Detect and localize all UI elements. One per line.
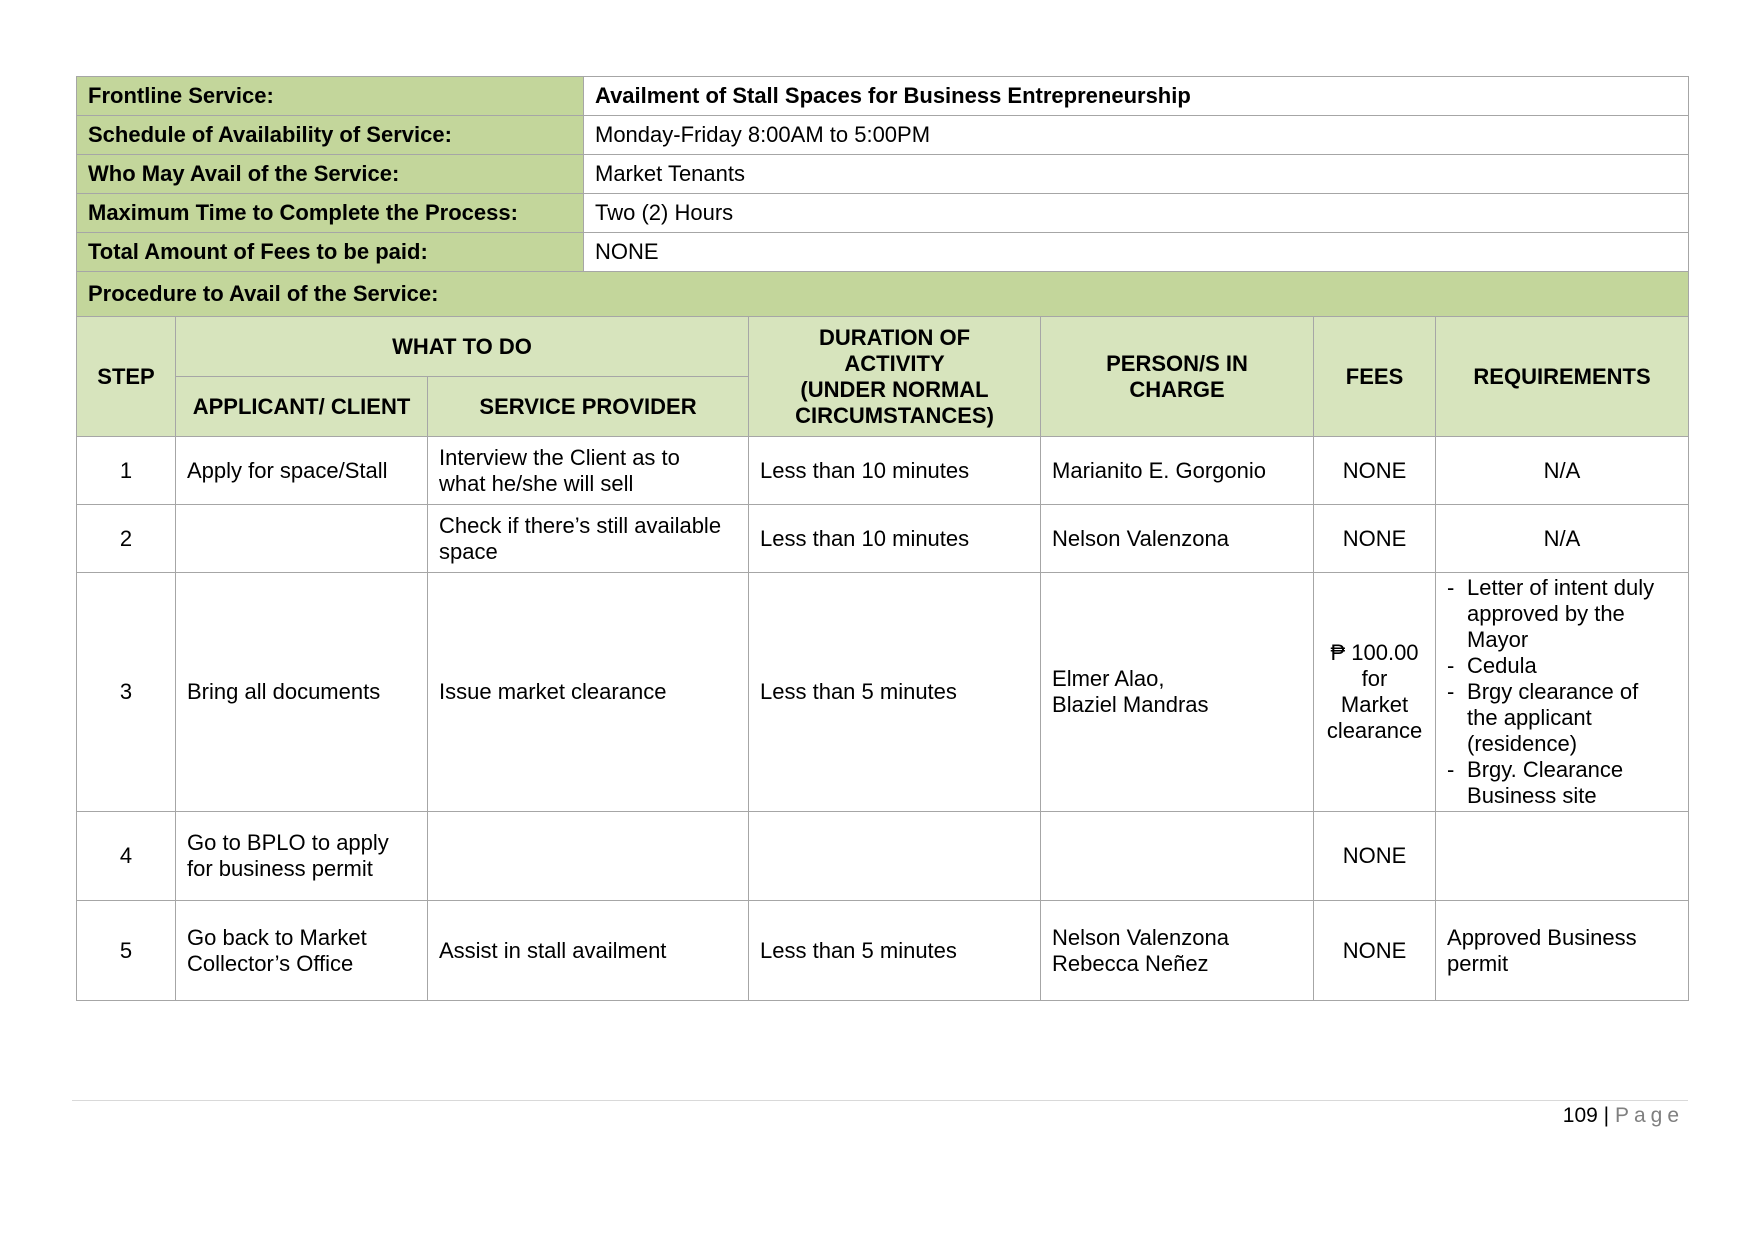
text-line: Marianito E. Gorgonio [1052, 457, 1267, 483]
step-number: 5 [77, 901, 176, 1001]
header-person-in-charge [1041, 317, 1314, 437]
step-number: 2 [77, 505, 176, 573]
header-service-provider: SERVICE PROVIDER [428, 377, 749, 437]
person-in-charge [1041, 812, 1314, 901]
duration: Less than 10 minutes [749, 505, 1041, 573]
duration: Less than 5 minutes [749, 901, 1041, 1001]
requirements: N/A [1436, 437, 1689, 505]
fees [1314, 437, 1436, 505]
step-number: 1 [77, 437, 176, 505]
info-row-who-may-avail [77, 155, 1689, 194]
text-line: the applicant [1467, 705, 1592, 730]
text-line: Market [1340, 692, 1409, 717]
header-applicant: APPLICANT/ CLIENT [176, 377, 428, 437]
info-value: NONE [584, 233, 1689, 272]
person-in-charge [1041, 901, 1314, 1001]
text-line: for [1361, 666, 1388, 691]
fees [1314, 812, 1436, 901]
info-row-total-fees [77, 233, 1689, 272]
list-item [1447, 653, 1682, 679]
list-item [1447, 679, 1682, 757]
text-line: Bring all documents [187, 679, 381, 704]
person-in-charge [1041, 505, 1314, 573]
info-row-max-time [77, 194, 1689, 233]
info-value: Market Tenants [584, 155, 1689, 194]
duration: Less than 10 minutes [749, 437, 1041, 505]
info-label: Total Amount of Fees to be paid: [77, 233, 584, 272]
person-in-charge [1041, 437, 1314, 505]
table-row [77, 901, 1689, 1001]
text-line: Apply for space/Stall [187, 457, 388, 483]
list-item [1447, 575, 1682, 653]
provider-action [428, 505, 749, 573]
header-duration-line: (UNDER NORMAL [800, 376, 989, 402]
info-value: Availment of Stall Spaces for Business Entrepreneurship [584, 77, 1689, 116]
applicant-action [176, 812, 428, 901]
text-line: Rebecca Neñez [1052, 950, 1209, 976]
duration [749, 812, 1041, 901]
procedure-label: Procedure to Avail of the Service: [77, 272, 1689, 317]
requirements [1436, 901, 1689, 1001]
person-in-charge [1041, 573, 1314, 812]
info-value: Monday-Friday 8:00AM to 5:00PM [584, 116, 1689, 155]
duration: Less than 5 minutes [749, 573, 1041, 812]
service-info-table [76, 76, 1689, 317]
header-person-line: PERSON/S IN [1106, 350, 1248, 376]
text-line: NONE [1342, 843, 1407, 868]
text-line: Nelson Valenzona [1052, 924, 1229, 950]
text-line: - Letter of intent duly [1467, 575, 1655, 600]
service-document [76, 76, 1688, 1001]
text-line: Issue market clearance [439, 679, 667, 704]
list-item [1447, 757, 1682, 809]
fees [1314, 573, 1436, 812]
fees [1314, 505, 1436, 573]
provider-action [428, 437, 749, 505]
text-line: NONE [1342, 525, 1407, 551]
text-line: - Cedula [1467, 653, 1537, 678]
text-line: - Brgy clearance of [1467, 679, 1639, 704]
info-label: Frontline Service: [77, 77, 584, 116]
header-duration [749, 317, 1041, 437]
text-line: Nelson Valenzona [1052, 525, 1229, 551]
text-line: what he/she will sell [439, 470, 634, 496]
text-line: Interview the Client as to [439, 444, 680, 470]
footer-divider [72, 1100, 1688, 1101]
text-line: Assist in stall availment [439, 937, 667, 963]
text-line: - Brgy. Clearance [1467, 757, 1624, 782]
text-line: clearance [1326, 718, 1423, 743]
header-duration-line: ACTIVITY [844, 350, 945, 376]
text-line: permit [1447, 950, 1509, 976]
text-line: Check if there’s still available [439, 512, 722, 538]
table-row [77, 505, 1689, 573]
text-line: Business site [1467, 783, 1597, 808]
procedure-row [77, 272, 1689, 317]
table-row [77, 812, 1689, 901]
header-duration-line: CIRCUMSTANCES) [795, 402, 994, 428]
info-row-frontline-service [77, 77, 1689, 116]
table-row [77, 437, 1689, 505]
text-line: Elmer Alao, [1052, 666, 1165, 691]
info-value: Two (2) Hours [584, 194, 1689, 233]
requirements-list [1447, 575, 1682, 809]
text-line: space [439, 538, 498, 564]
applicant-action [176, 573, 428, 812]
text-line: for business permit [187, 856, 373, 881]
applicant-action [176, 437, 428, 505]
text-line: Approved Business [1447, 924, 1637, 950]
text-line: Blaziel Mandras [1052, 692, 1209, 717]
provider-action [428, 901, 749, 1001]
text-line: ₱ 100.00 [1330, 640, 1419, 665]
info-label: Schedule of Availability of Service: [77, 116, 584, 155]
info-row-schedule [77, 116, 1689, 155]
header-step: STEP [77, 317, 176, 437]
fees [1314, 901, 1436, 1001]
requirements: N/A [1436, 505, 1689, 573]
step-number: 4 [77, 812, 176, 901]
header-person-line: CHARGE [1129, 376, 1225, 402]
step-number: 3 [77, 573, 176, 812]
text-line: NONE [1342, 937, 1407, 963]
page-separator: | [1597, 1104, 1615, 1127]
text-line: Collector’s Office [187, 950, 354, 976]
header-requirements: REQUIREMENTS [1436, 317, 1689, 437]
applicant-action [176, 505, 428, 573]
header-fees: FEES [1314, 317, 1436, 437]
text-line: NONE [1342, 457, 1407, 483]
provider-action [428, 812, 749, 901]
page-number: 109 [1562, 1104, 1598, 1127]
requirements [1436, 573, 1689, 812]
header-duration-line: DURATION OF [818, 324, 971, 350]
page-label: Page [1614, 1104, 1684, 1127]
info-label: Who May Avail of the Service: [77, 155, 584, 194]
text-line: (residence) [1467, 731, 1578, 756]
provider-action [428, 573, 749, 812]
requirements [1436, 812, 1689, 901]
page-footer [1563, 1104, 1684, 1128]
text-line: Mayor [1467, 627, 1529, 652]
text-line: approved by the [1467, 601, 1625, 626]
header-row-top [77, 317, 1689, 377]
text-line: Go to BPLO to apply [187, 830, 389, 855]
applicant-action [176, 901, 428, 1001]
table-row [77, 573, 1689, 812]
procedure-table [76, 316, 1689, 1001]
header-what-to-do: WHAT TO DO [176, 317, 749, 377]
text-line: Go back to Market [187, 924, 367, 950]
info-label: Maximum Time to Complete the Process: [77, 194, 584, 233]
